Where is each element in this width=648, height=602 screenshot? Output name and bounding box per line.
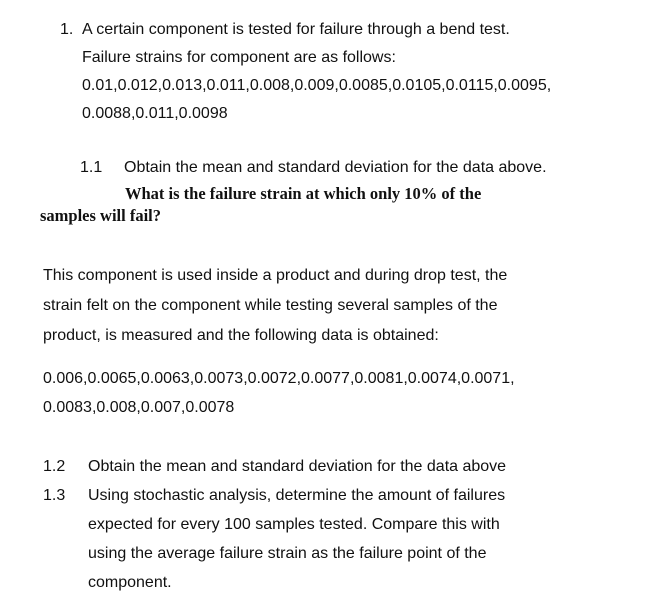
question-1-3-number: 1.3 (43, 487, 66, 504)
question-1-line-2: Failure strains for component are as follows: (82, 49, 396, 66)
question-1-3-line-2: expected for every 100 samples tested. Compare this with (88, 516, 500, 533)
question-1-1-bold-line-2: samples will fail? (40, 206, 162, 225)
question-1-3-line-1: Using stochastic analysis, determine the amount of failures (88, 487, 506, 504)
failure-strain-data-line-1: 0.01,0.012,0.013,0.011,0.008,0.009,0.0085,0.0105,0.0115,0.0095, (82, 77, 552, 94)
drop-test-line-3: product, is measured and the following data is obtained: (43, 327, 439, 344)
question-1-3-line-3: using the average failure strain as the failure point of the (88, 545, 487, 562)
question-1-1-bold-line-1: What is the failure strain at which only 10% of the (125, 184, 482, 203)
drop-test-line-2: strain felt on the component while testing several samples of the (43, 297, 498, 314)
question-1-3-line-4: component. (88, 574, 172, 591)
question-1-1-number: 1.1 (80, 159, 103, 176)
question-1-line-1: A certain component is tested for failure through a bend test. (82, 21, 510, 38)
drop-test-data-line-1: 0.006,0.0065,0.0063,0.0073,0.0072,0.0077,0.0081,0.0074,0.0071, (43, 370, 515, 387)
drop-test-line-1: This component is used inside a product and during drop test, the (43, 267, 508, 284)
question-1-2-text: Obtain the mean and standard deviation for the data above (88, 458, 507, 475)
drop-test-data-line-2: 0.0083,0.008,0.007,0.0078 (43, 399, 235, 416)
question-1-number: 1. (60, 21, 74, 38)
failure-strain-data-line-2: 0.0088,0.011,0.0098 (82, 105, 228, 122)
question-1-1-text: Obtain the mean and standard deviation for the data above. (124, 159, 547, 176)
question-1-2-number: 1.2 (43, 458, 66, 475)
